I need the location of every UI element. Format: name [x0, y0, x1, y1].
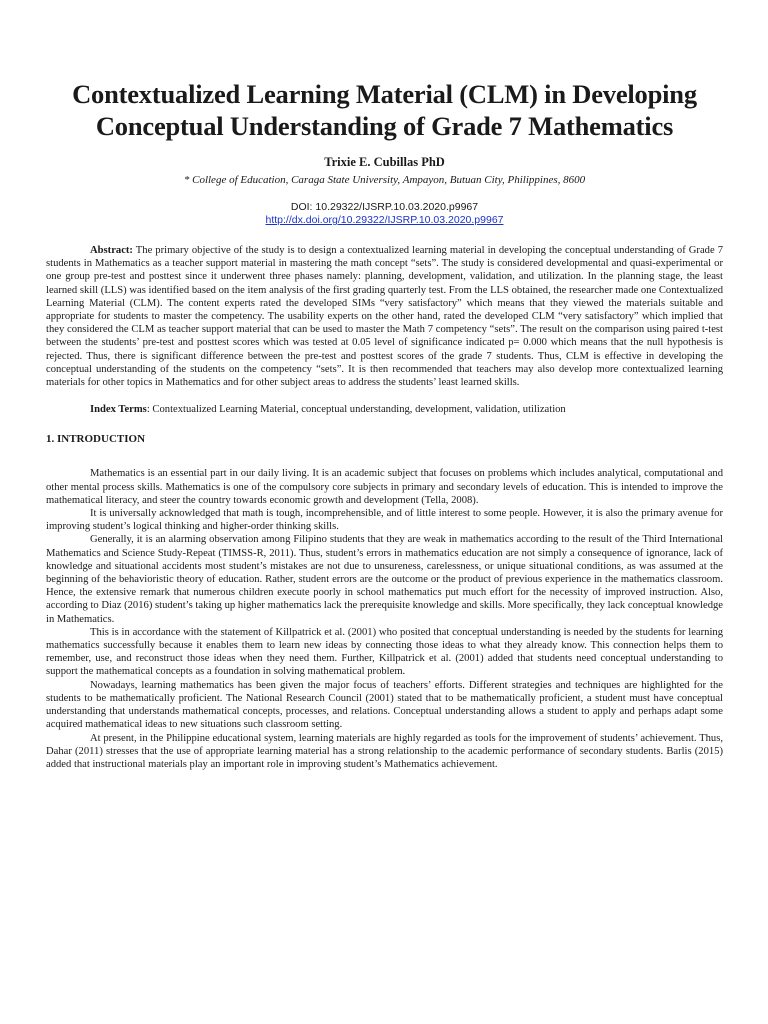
paragraph: Mathematics is an essential part in our daily living. It is an academic subject that focuses on problems which includes analytical, computational and other mental process skills. Mathematics is one of the compulsory core subjects in primary and secondary levels of education. This is intended to improve the mathematical literacy, and steer the country towards economic growth and development (Tella, 2008). [46, 468, 723, 506]
paragraph: Generally, it is an alarming observation among Filipino students that they are weak in mathematics according to the result of the Third International Mathematics and Science Study-Repeat (TIMSS-R, 2011). Thus, student’s errors in mathematics education are not simply a consequence of ignorance, lack of knowledge and situational accidents most student’s mistakes are not due to unsureness, carelessness, or unique situational conditions, as was assumed at the beginning of the behavioristic theory of education. Rather, student errors are the outcome or the product of previous experience in the mathematics classroom. Hence, the extensive remark that numerous children execute poorly in school mathematics put much effort for the necessity of improved instruction. Also, according to Diaz (2016) student’s taking up higher mathematics lack the prerequisite knowledge and skills. More specifically, they lack conceptual knowledge in Mathematics. [46, 534, 723, 625]
paragraph: It is universally acknowledged that math is tough, incomprehensible, and of little interest to some people. However, it is also the primary avenue for improving student’s logical thinking and higher-order thinking skills. [46, 508, 723, 533]
paper-title: Contextualized Learning Material (CLM) in Developing Conceptual Understanding of Grade 7 Mathematics [72, 79, 697, 141]
section-heading-introduction: 1. INTRODUCTION [46, 433, 146, 446]
index-terms-text: : Contextualized Learning Material, conceptual understanding, development, validation, utilization [146, 404, 566, 416]
doi-text: DOI: 10.29322/IJSRP.10.03.2020.p9967 [290, 201, 479, 213]
introduction-body [46, 467, 723, 771]
author-affiliation: * College of Education, Caraga State University, Ampayon, Butuan City, Philippines, 8600 [183, 174, 586, 186]
abstract-text: The primary objective of the study is to design a contextualized learning material in developing the conceptual understanding of Grade 7 students in Mathematics as a teacher support material in mastering the math concept “sets”. The study is considered developmental and quasi-experimental or one group pre-test and posttest since it underwent three phases namely: planning, development, validation, and utilization. In the planning stage, the least learned skill (LLS) was identified based on the item analysis of the first grading quarterly test. From the LLS obtained, the researcher made one Contextualized Learning Material (CLM). The content experts rated the developed SIMs “very satisfactory” which means that they viewed the materials suitable and appropriate for students to master the competency. The usability experts on the other hand, rated the developed CLM “very satisfactory” which implied that they considered the CLM as teacher support material that can be used to master the Math 7 competency “sets”. The result on the comparison using paired t-test between the students’ pre-test and posttest scores which was tested at 0.05 level of significance indicated p= 0.000 which means that the null hypothesis is rejected. Thus, there is significant difference between the pre-test and posttest scores of the grade 7 students. Thus, CLM is effective in developing the conceptual understanding of the students on the competency “sets”. It is then recommended that teachers may also develop more contextualized learning materials for other topics in Mathematics and for other subject areas to address the students’ least learned skills. [46, 245, 723, 389]
abstract [46, 244, 723, 389]
index-terms [46, 403, 723, 416]
index-terms-label: Index Terms [90, 404, 147, 416]
author-name: Trixie E. Cubillas PhD [324, 155, 445, 169]
doi-link[interactable]: http://dx.doi.org/10.29322/IJSRP.10.03.2020.p9967 [265, 214, 504, 226]
document-page [46, 78, 723, 771]
abstract-label: Abstract: [90, 245, 133, 256]
paragraph: Nowadays, learning mathematics has been given the major focus of teachers’ efforts. Different strategies and techniques are highlighted for the students to be mathematically proficient. The National Research Council (2001) stated that to be mathematically proficient, a student must have conceptual understanding that understands mathematical concepts, processes, and relations. Conceptual understanding allows a student to apply and perhaps adapt some acquired mathematical ideas to new situations such classroom setting. [46, 679, 723, 731]
paragraph: This is in accordance with the statement of Killpatrick et al. (2001) who posited that conceptual understanding is needed by the students for learning mathematics successfully because it enables them to learn new ideas by connecting those ideas to what they already know. This connection helps them to remember, use, and reconstruct those ideas when they need them. Further, Killpatrick et al. (2001) added that students need conceptual understanding to support the mathematical concepts as a foundation in solving mathematical problem. [46, 626, 723, 678]
paragraph: At present, in the Philippine educational system, learning materials are highly regarded as tools for the improvement of students’ achievement. Thus, Dahar (2011) stresses that the use of appropriate learning material has a strong relationship to the academic performance of secondary students. Barlis (2015) added that instructional materials play an important role in improving student’s Mathematics achievement. [46, 732, 723, 770]
